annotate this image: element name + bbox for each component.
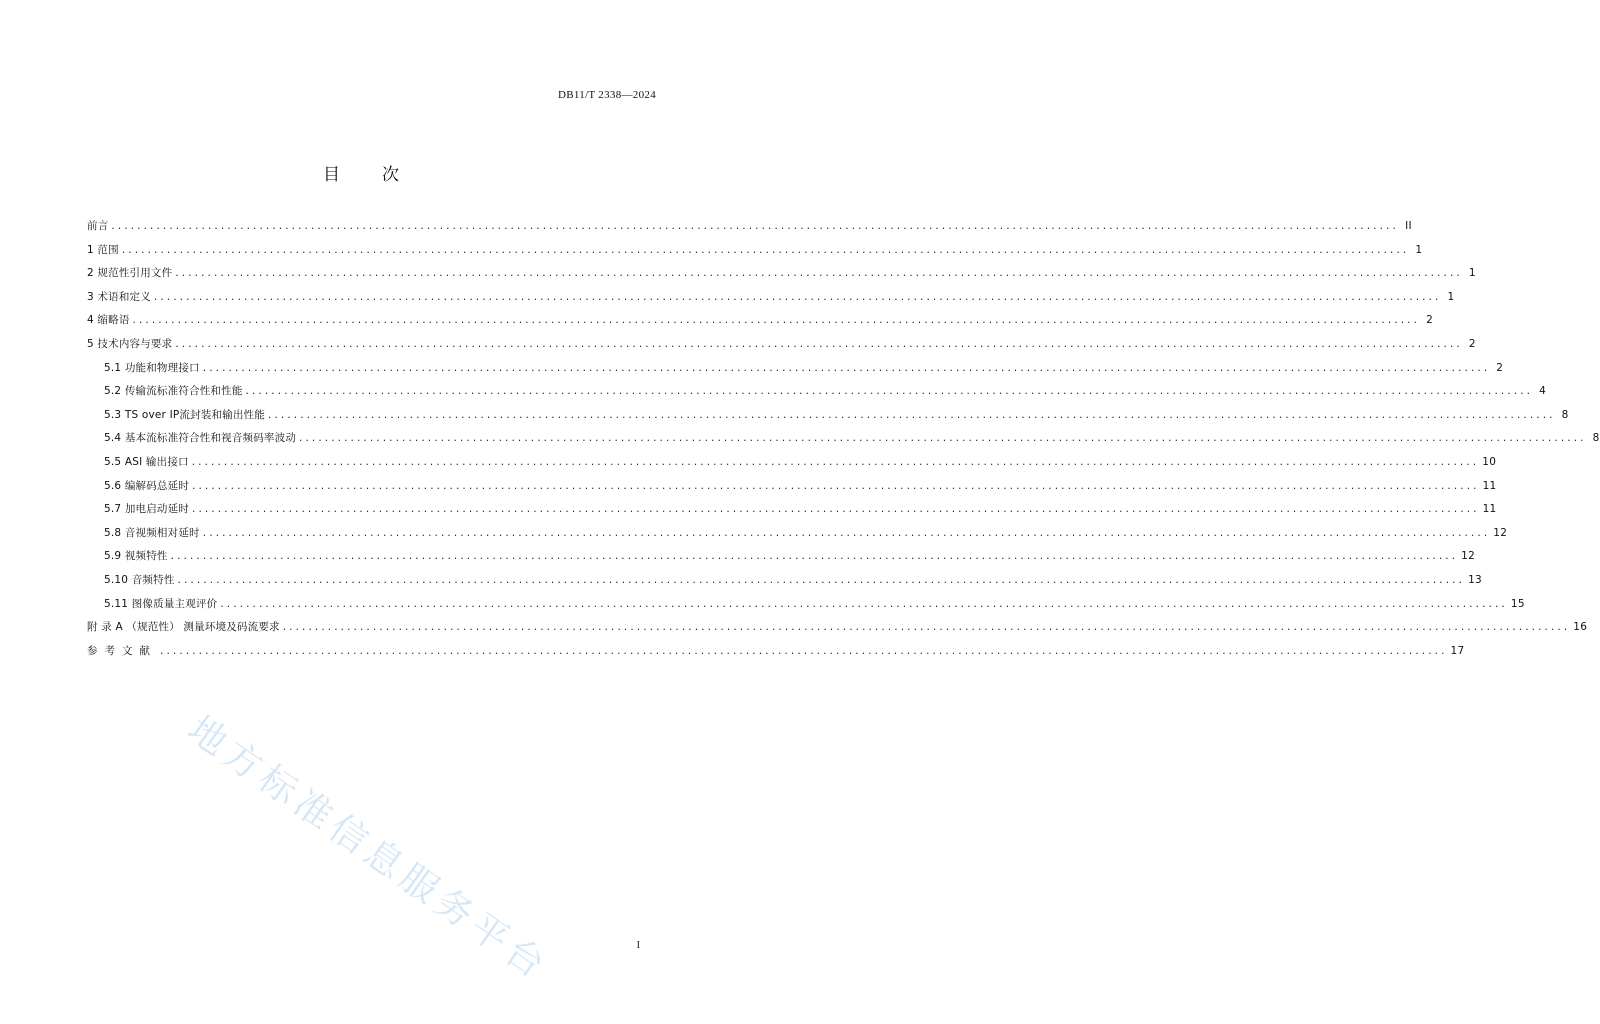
toc-entry-5-5[interactable] — [87, 454, 1497, 478]
toc-entry-label: 5.6 编解码总延时 — [104, 479, 190, 492]
toc-entry-label: 前言 — [87, 220, 109, 232]
toc-entry-page: 10 — [1482, 455, 1497, 468]
toc-entry-terms[interactable] — [87, 289, 1455, 313]
dot-leader: ........................................................................................................................................................................................................ — [121, 243, 1410, 256]
toc-entry-label: 5.5 ASI 输出接口 — [104, 455, 189, 468]
toc-entry-label: 2 规范性引用文件 — [87, 267, 173, 280]
dot-leader: ........................................................................................................................................................................................................ — [160, 644, 1448, 657]
dot-leader: ........................................................................................................................................................................................................ — [177, 573, 1466, 586]
toc-entry-label: 5.1 功能和物理接口 — [104, 361, 200, 374]
dot-leader: ........................................................................................................................................................................................................ — [192, 479, 1480, 492]
dot-leader: ........................................................................................................................................................................................................ — [175, 337, 1463, 350]
toc-entry-page: 15 — [1510, 597, 1525, 610]
footer-page-number: I — [636, 940, 640, 951]
toc-entry-bibliography[interactable] — [87, 643, 1465, 667]
dot-leader: ........................................................................................................................................................................................................ — [202, 361, 1491, 374]
toc-entry-label: 参考文献 — [87, 644, 157, 657]
toc-entry-5-9[interactable] — [87, 548, 1476, 572]
toc-entry-normative-references[interactable] — [87, 265, 1476, 289]
toc-entry-label: 5.2 传输流标准符合性和性能 — [104, 385, 243, 398]
toc-entry-label: 4 缩略语 — [87, 314, 130, 327]
toc-entry-label: 1 范围 — [87, 243, 119, 256]
toc-entry-5-3[interactable] — [87, 407, 1569, 431]
dot-leader: ........................................................................................................................................................................................................ — [111, 220, 1399, 232]
toc-entry-page: II — [1405, 220, 1412, 232]
toc-entry-5-7[interactable] — [87, 501, 1497, 525]
document-number: DB11/T 2338—2024 — [558, 89, 656, 101]
toc-entry-page: 1 — [1415, 243, 1423, 256]
toc-entry-label: 5 技术内容与要求 — [87, 337, 173, 350]
toc-entry-page: 8 — [1592, 432, 1600, 445]
toc-entry-label: 附 录 A （规范性） 测量环境及码流要求 — [87, 621, 280, 634]
dot-leader: ........................................................................................................................................................................................................ — [299, 432, 1587, 445]
dot-leader: ........................................................................................................................................................................................................ — [153, 290, 1442, 303]
toc-entry-page: 12 — [1493, 526, 1508, 539]
toc-entry-5-10[interactable] — [87, 572, 1483, 596]
toc-entry-page: 17 — [1450, 644, 1465, 657]
toc-entry-label: 5.10 音频特性 — [104, 573, 175, 586]
watermark: 地方标准信息服务平台 — [180, 707, 558, 990]
dot-leader: ........................................................................................................................................................................................................ — [220, 597, 1508, 610]
toc-entry-page: 12 — [1461, 550, 1476, 563]
toc-entry-5-11[interactable] — [87, 596, 1525, 620]
toc-entry-appendix-a[interactable] — [87, 619, 1588, 643]
dot-leader: ........................................................................................................................................................................................................ — [191, 455, 1480, 468]
dot-leader: ........................................................................................................................................................................................................ — [268, 408, 1556, 421]
toc-entry-page: 1 — [1468, 267, 1476, 280]
dot-leader: ........................................................................................................................................................................................................ — [170, 550, 1459, 563]
dot-leader: ........................................................................................................................................................................................................ — [245, 385, 1534, 398]
title-part-1: 目 — [323, 165, 342, 185]
toc-entry-5-8[interactable] — [87, 525, 1508, 549]
toc-entry-page: 16 — [1573, 621, 1588, 634]
toc-entry-5-2[interactable] — [87, 383, 1547, 407]
toc-entry-page: 2 — [1468, 337, 1476, 350]
toc-entry-page: 2 — [1426, 314, 1434, 327]
toc-entry-label: 5.9 视频特性 — [104, 550, 168, 563]
toc-entry-5-4[interactable] — [87, 430, 1600, 454]
toc-entry-scope[interactable] — [87, 242, 1423, 266]
toc-entry-page: 11 — [1482, 503, 1497, 516]
table-of-contents — [87, 218, 1600, 666]
toc-entry-page: 1 — [1447, 290, 1455, 303]
dot-leader: ........................................................................................................................................................................................................ — [282, 621, 1571, 634]
toc-entry-label: 3 术语和定义 — [87, 290, 151, 303]
page-title — [0, 160, 724, 185]
toc-entry-page: 4 — [1539, 385, 1547, 398]
toc-entry-foreword[interactable] — [87, 218, 1412, 242]
dot-leader: ........................................................................................................................................................................................................ — [202, 526, 1491, 539]
dot-leader: ........................................................................................................................................................................................................ — [175, 267, 1463, 280]
toc-entry-5-1[interactable] — [87, 360, 1504, 384]
toc-entry-label: 5.4 基本流标准符合性和视音频码率波动 — [104, 432, 297, 445]
toc-entry-page: 2 — [1496, 361, 1504, 374]
dot-leader: ........................................................................................................................................................................................................ — [132, 314, 1421, 327]
toc-entry-technical-requirements[interactable] — [87, 336, 1476, 360]
toc-entry-label: 5.3 TS over IP流封装和输出性能 — [104, 408, 266, 421]
toc-entry-label: 5.8 音视频相对延时 — [104, 526, 200, 539]
toc-entry-page: 13 — [1468, 573, 1483, 586]
toc-entry-label: 5.11 图像质量主观评价 — [104, 597, 218, 610]
toc-entry-5-6[interactable] — [87, 478, 1497, 502]
toc-entry-page: 8 — [1561, 408, 1569, 421]
toc-entry-label: 5.7 加电启动延时 — [104, 503, 190, 516]
title-part-2: 次 — [382, 165, 401, 185]
dot-leader: ........................................................................................................................................................................................................ — [192, 503, 1480, 516]
toc-entry-page: 11 — [1482, 479, 1497, 492]
toc-entry-abbreviations[interactable] — [87, 312, 1434, 336]
